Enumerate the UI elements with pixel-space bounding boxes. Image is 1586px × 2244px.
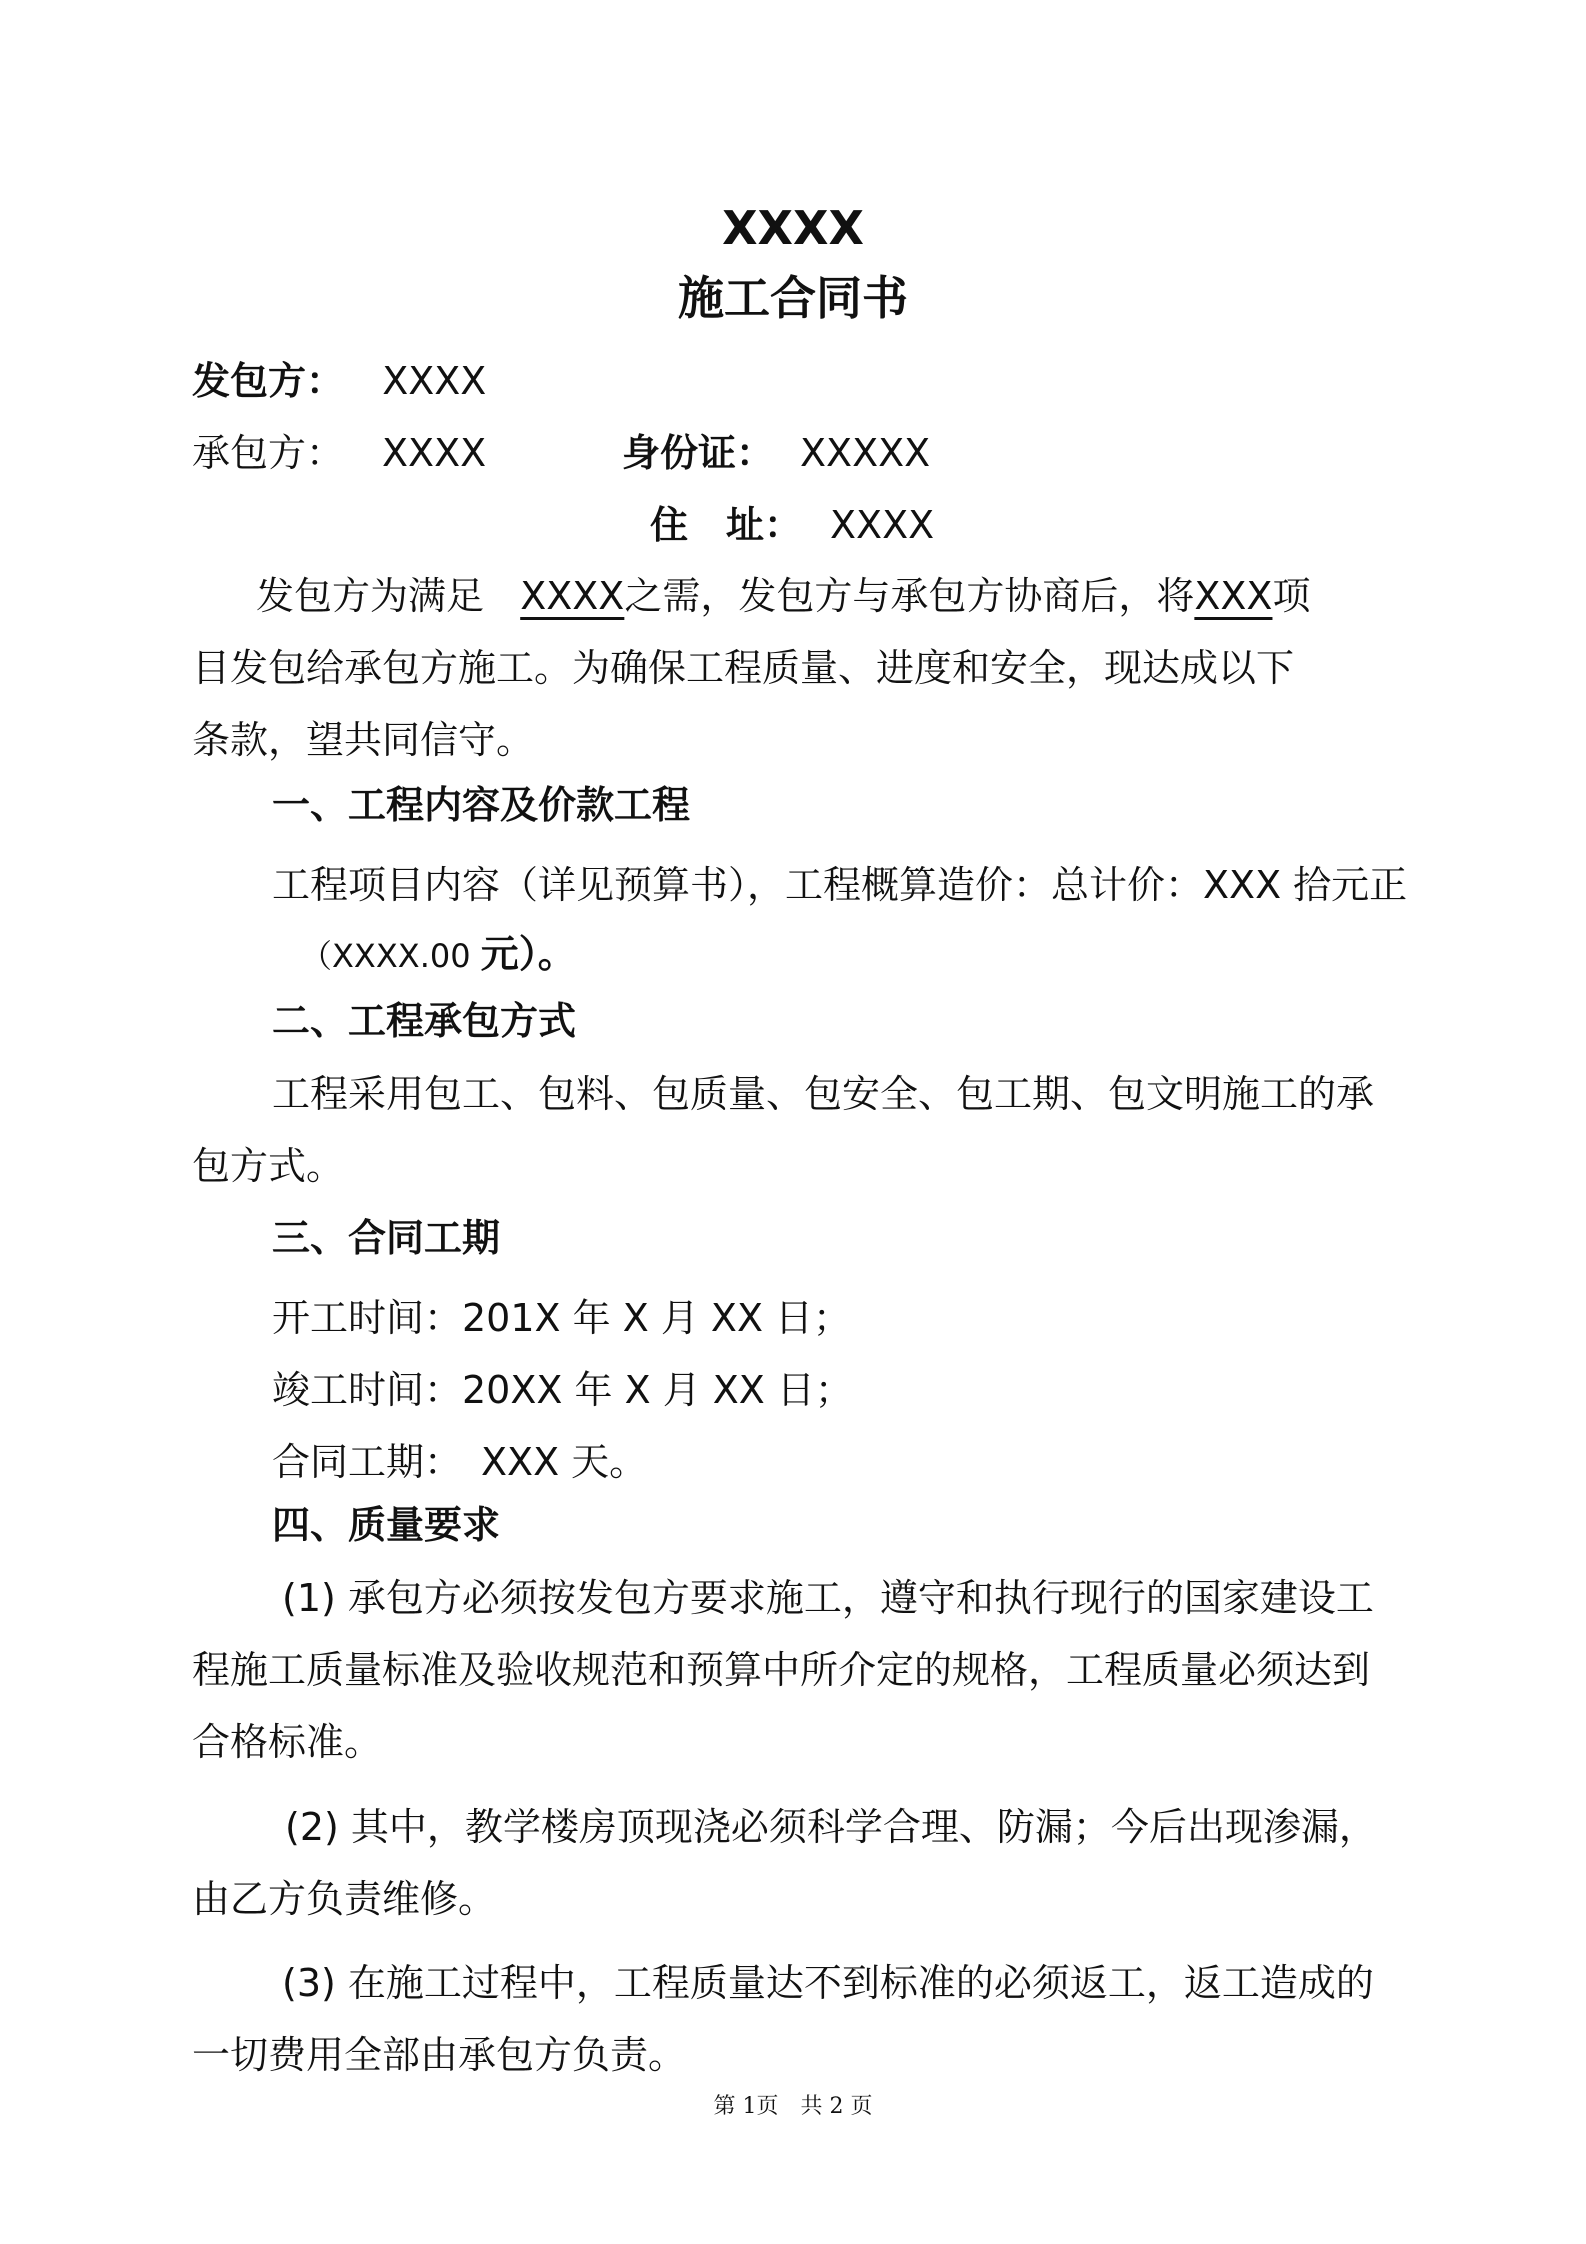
contract-duration: 合同工期： XXX 天。 [272,1440,648,1484]
employer-label: 发包方： [192,359,345,403]
contractor-value: XXXX [382,431,487,475]
id-label: 身份证： [622,431,775,475]
id-value: XXXXX [800,431,931,475]
contractor-label: 承包方： [192,431,345,475]
section2-heading: 二、工程承包方式 [272,999,577,1043]
quality-item3-line1: (3) 在施工过程中，工程质量达不到标准的必须返工，返工造成的 [282,1961,1374,2005]
quality-item1-line1: (1) 承包方必须按发包方要求施工，遵守和执行现行的国家建设工 [282,1576,1374,1620]
section3-heading: 三、合同工期 [272,1216,501,1260]
address-label: 住 址： [650,503,803,547]
intro-line-1: 发包方为满足 XXXX之需，发包方与承包方协商后，将XXX项 [256,574,1311,618]
address-value: XXXX [830,503,935,547]
intro-line-2: 目发包给承包方施工。为确保工程质量、进度和安全，现达成以下 [192,646,1295,690]
intro-underline-1: XXXX [520,574,625,618]
page-footer: 第 1页 共 2 页 [713,2094,873,2119]
quality-item1-line2: 程施工质量标准及验收规范和预算中所介定的规格，工程质量必须达到 [192,1648,1371,1692]
end-date: 竣工时间：20XX 年 X 月 XX 日； [272,1368,853,1412]
quality-item2-line2: 由乙方负责维修。 [192,1877,497,1921]
intro-line-3: 条款，望共同信守。 [192,718,535,762]
employer-value: XXXX [382,359,487,403]
section1-line-2: （XXXX.00 元）。 [300,932,576,976]
title-document: 施工合同书 [678,271,908,325]
employer-row [192,356,486,406]
section1-line-1: 工程项目内容（详见预算书），工程概算造价：总计价：XXX 拾元正 [272,863,1408,907]
section1-heading: 一、工程内容及价款工程 [272,783,691,827]
section4-heading: 四、质量要求 [272,1503,501,1547]
intro-underline-2: XXX [1194,574,1273,618]
start-date: 开工时间：201X 年 X 月 XX 日； [272,1296,852,1340]
quality-item3-line2: 一切费用全部由承包方负责。 [192,2033,687,2077]
quality-item2-line1: (2) 其中，教学楼房顶现浇必须科学合理、防漏；今后出现渗漏， [285,1805,1377,1849]
title-company: XXXX [722,201,864,255]
quality-item1-line3: 合格标准。 [192,1720,383,1764]
section2-line-2: 包方式。 [192,1144,345,1188]
section2-line-1: 工程采用包工、包料、包质量、包安全、包工期、包文明施工的承 [272,1072,1375,1116]
